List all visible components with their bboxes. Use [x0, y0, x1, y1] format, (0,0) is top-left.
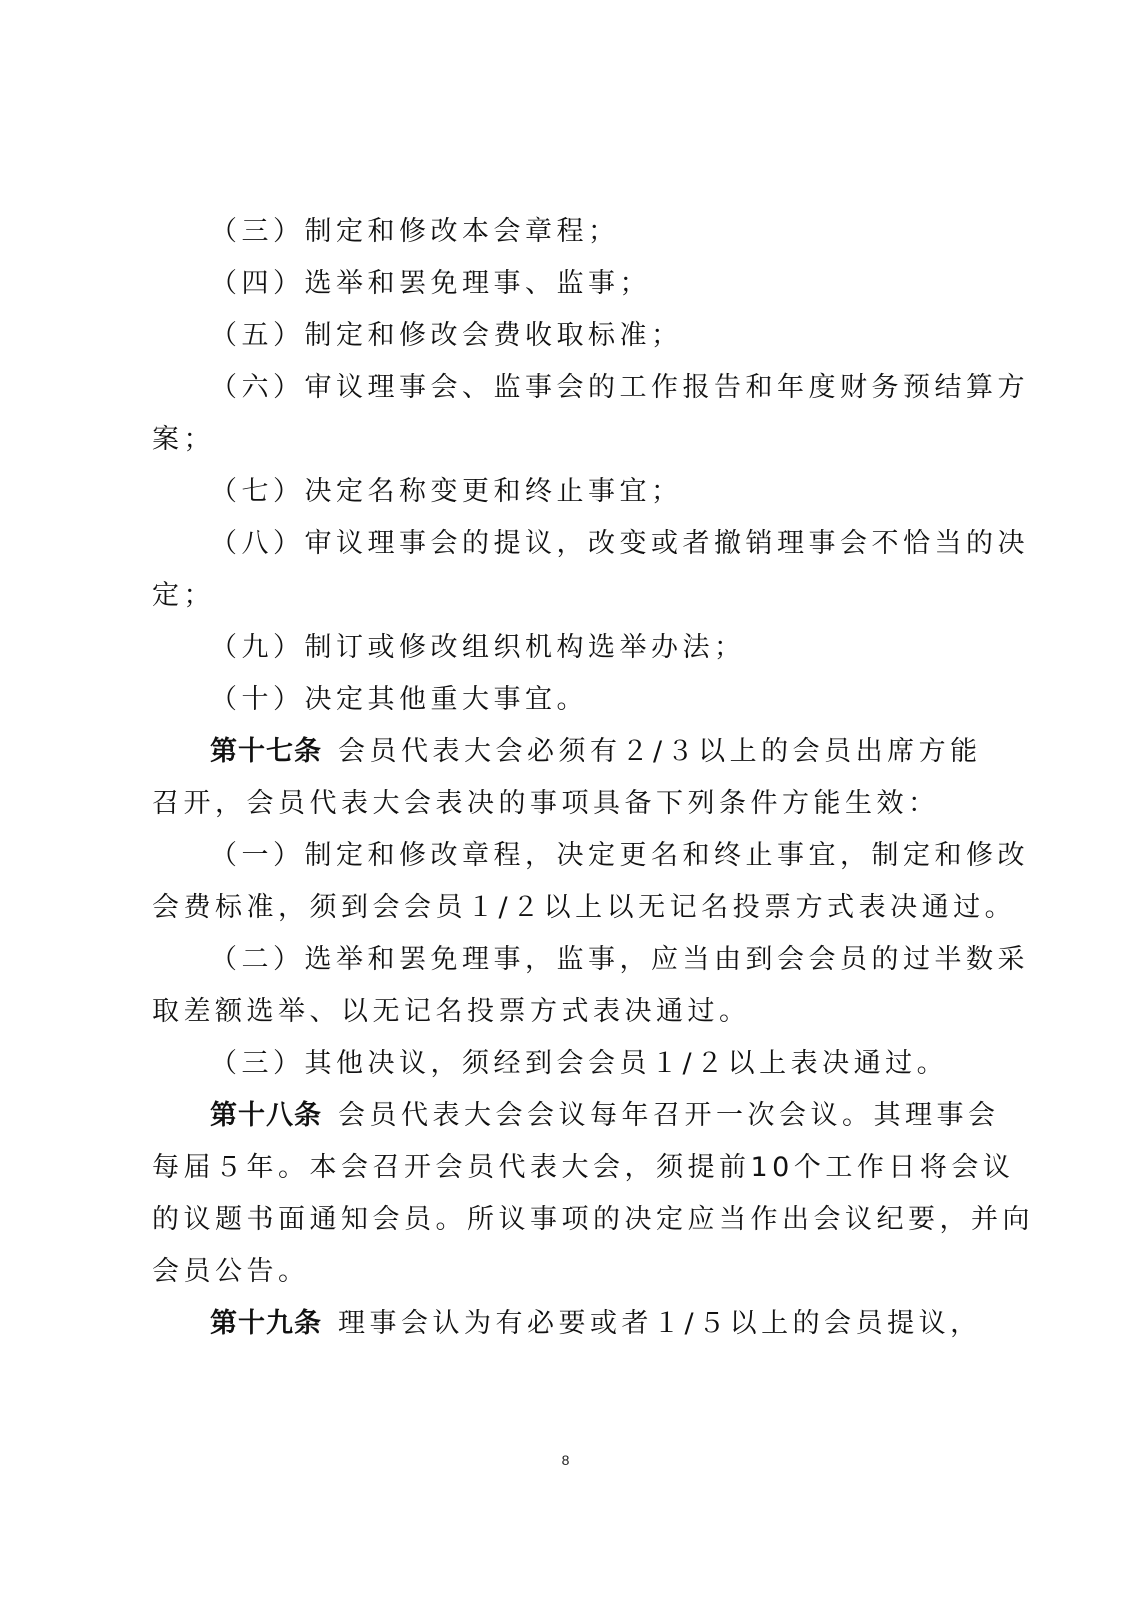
text-line: 的议题书面通知会员。所议事项的决定应当作出会议纪要，并向 — [152, 1204, 1034, 1235]
article-18-heading: 第十八条 — [210, 1100, 322, 1131]
page-number: 8 — [561, 1452, 570, 1468]
text-line: 会费标准，须到会会员１/２以上以无记名投票方式表决通过。 — [152, 892, 1017, 923]
article-19-first-line — [152, 1298, 982, 1350]
text-line: 每届５年。本会召开会员代表大会，须提前10个工作日将会议 — [152, 1152, 1015, 1183]
text-line: （二）选举和罢免理事，监事，应当由到会会员的过半数采 — [210, 944, 1029, 975]
text-line: （三）制定和修改本会章程； — [210, 216, 620, 247]
text-line: （四）选举和罢免理事、监事； — [210, 268, 651, 299]
text-line: 召开，会员代表大会表决的事项具备下列条件方能生效： — [152, 788, 940, 819]
text-line: 会员代表大会会议每年召开一次会议。其理事会 — [338, 1100, 1000, 1131]
text-line: （三）其他决议，须经到会会员１/２以上表决通过。 — [210, 1048, 949, 1079]
text-line: 会员代表大会必须有２/３以上的会员出席方能 — [338, 736, 982, 767]
text-line: （七）决定名称变更和终止事宜； — [210, 476, 683, 507]
text-line: （一）制定和修改章程，决定更名和终止事宜，制定和修改 — [210, 840, 1029, 871]
article-19-heading: 第十九条 — [210, 1308, 322, 1339]
text-line: 取差额选举、以无记名投票方式表决通过。 — [152, 996, 751, 1027]
text-line: （六）审议理事会、监事会的工作报告和年度财务预结算方 — [210, 372, 1029, 403]
text-line: 定； — [152, 580, 215, 611]
article-18-first-line — [152, 1090, 1000, 1142]
article-17-first-line — [152, 726, 982, 778]
document-body — [152, 206, 1034, 1350]
text-line: 案； — [152, 424, 215, 455]
text-line: 会员公告。 — [152, 1256, 310, 1287]
text-line: （十）决定其他重大事宜。 — [210, 684, 588, 715]
text-line: 理事会认为有必要或者１/５以上的会员提议， — [338, 1308, 982, 1339]
text-line: （八）审议理事会的提议，改变或者撤销理事会不恰当的决 — [210, 528, 1029, 559]
text-line: （五）制定和修改会费收取标准； — [210, 320, 683, 351]
text-line: （九）制订或修改组织机构选举办法； — [210, 632, 746, 663]
article-17-heading: 第十七条 — [210, 736, 322, 767]
